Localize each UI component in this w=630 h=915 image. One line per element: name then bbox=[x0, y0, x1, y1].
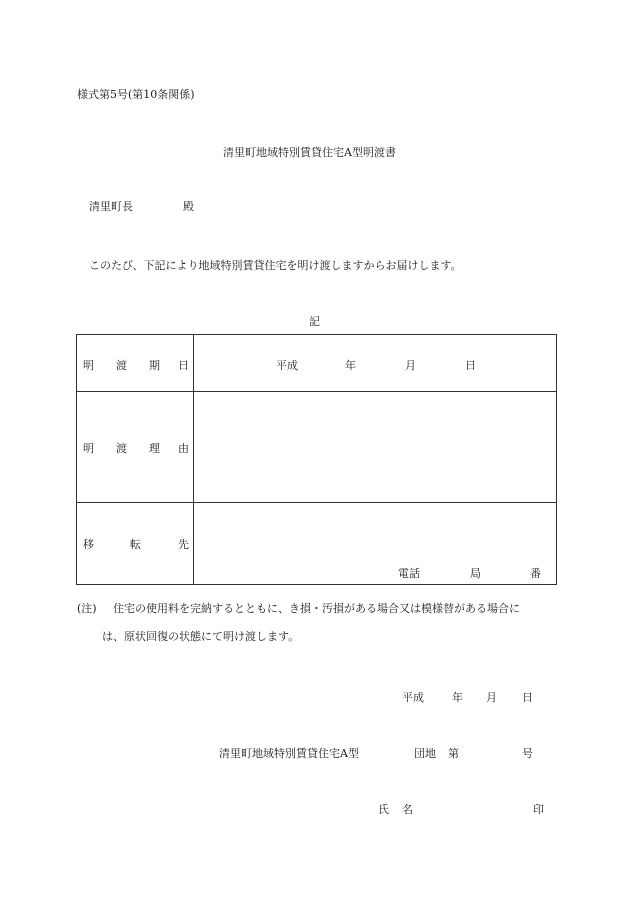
name-label-char: 名 bbox=[402, 803, 413, 816]
label-char: 転 bbox=[130, 538, 141, 551]
seal-mark: 印 bbox=[533, 803, 544, 816]
signature-date-day: 日 bbox=[522, 691, 533, 704]
label-char: 期 bbox=[149, 359, 160, 372]
date-era: 平成 bbox=[276, 359, 298, 372]
label-char: 明 bbox=[83, 359, 94, 372]
signature-date-month: 月 bbox=[486, 691, 497, 704]
label-char: 明 bbox=[83, 442, 94, 455]
signature-date-era: 平成 bbox=[402, 691, 424, 704]
moveout-details-table bbox=[76, 334, 557, 585]
label-moveout-reason bbox=[77, 391, 194, 502]
label-char: 移 bbox=[83, 538, 94, 551]
note-line-1: 住宅の使用料を完納するとともに、き損・汚損がある場合又は模様替がある場合に bbox=[113, 602, 520, 615]
document-title: 清里町地域特別賃貸住宅A型明渡書 bbox=[223, 146, 396, 159]
signature-date-year: 年 bbox=[452, 691, 463, 704]
housing-complex: 団地 bbox=[414, 747, 436, 760]
label-char: 由 bbox=[178, 442, 189, 455]
addressee-honorific: 殿 bbox=[183, 200, 194, 213]
housing-name: 清里町地域特別賃貸住宅A型 bbox=[219, 747, 359, 760]
housing-dai: 第 bbox=[448, 747, 459, 760]
label-char: 日 bbox=[178, 359, 189, 372]
addressee-name: 清里町長 bbox=[89, 200, 133, 213]
phone-label: 電話 bbox=[398, 567, 420, 580]
name-label-char: 氏 bbox=[378, 803, 389, 816]
form-number: 様式第5号(第10条関係) bbox=[77, 88, 195, 101]
date-year: 年 bbox=[345, 359, 356, 372]
phone-number-suffix: 番 bbox=[530, 567, 541, 580]
note-line-2: は、原状回復の状態にて明け渡します。 bbox=[102, 630, 300, 643]
label-moveout-date bbox=[77, 335, 194, 391]
housing-go: 号 bbox=[522, 747, 533, 760]
date-day: 日 bbox=[465, 359, 476, 372]
label-char: 先 bbox=[178, 538, 189, 551]
phone-exchange: 局 bbox=[470, 567, 481, 580]
label-char: 渡 bbox=[116, 359, 127, 372]
label-char: 渡 bbox=[116, 442, 127, 455]
ki-heading: 記 bbox=[309, 315, 320, 328]
date-month: 月 bbox=[405, 359, 416, 372]
label-char: 理 bbox=[149, 442, 160, 455]
statement-text: このたび、下記により地域特別賃貸住宅を明け渡しますからお届けします。 bbox=[89, 259, 462, 272]
note-mark: (注) bbox=[77, 602, 97, 615]
moveout-reason-field[interactable] bbox=[194, 392, 556, 501]
label-new-address bbox=[77, 502, 194, 585]
new-address-field[interactable] bbox=[194, 503, 556, 558]
